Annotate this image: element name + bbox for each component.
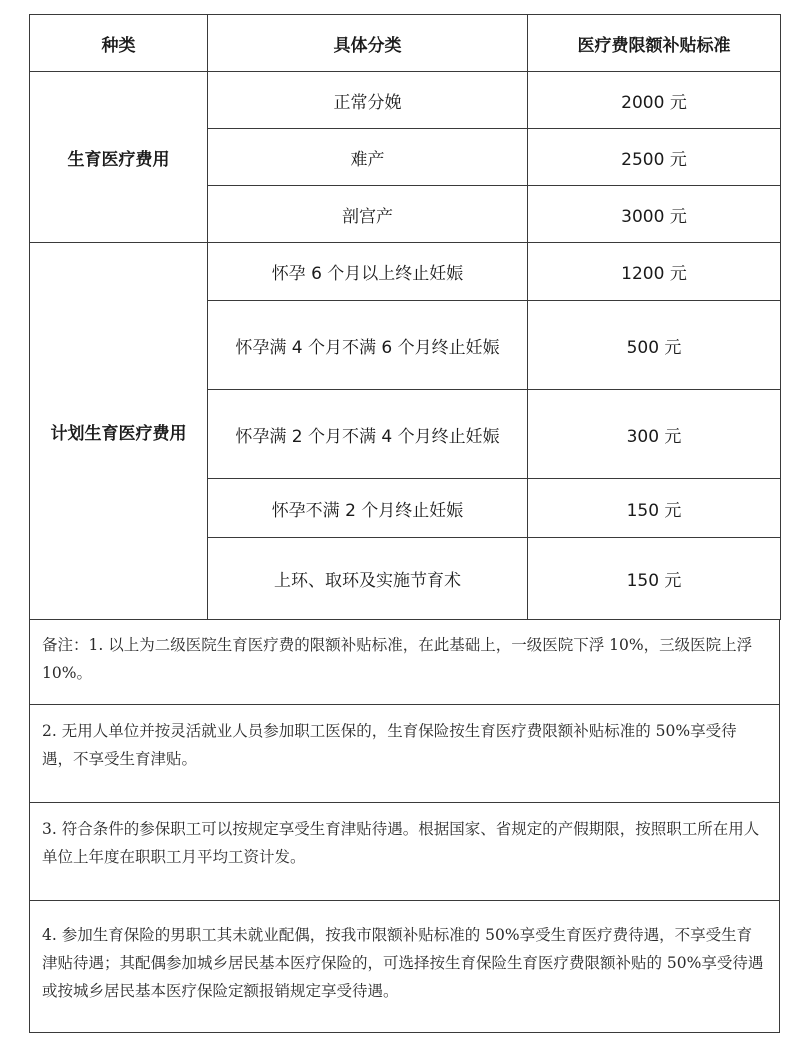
- header-subcategory: 具体分类: [208, 15, 528, 72]
- note-4: [29, 901, 780, 1033]
- table-row: [30, 243, 781, 301]
- category-cell: 生育医疗费用: [30, 72, 208, 243]
- note-1: [29, 619, 780, 705]
- amount-cell: 500 元: [528, 301, 781, 390]
- note-text: 2. 无用人单位并按灵活就业人员参加职工医保的，生育保险按生育医疗费限额补贴标准的 50%享受待遇，不享受生育津贴。: [42, 722, 737, 768]
- amount-cell: 300 元: [528, 390, 781, 479]
- type-cell: 怀孕满 2 个月不满 4 个月终止妊娠: [208, 390, 528, 479]
- type-cell: 怀孕 6 个月以上终止妊娠: [208, 243, 528, 301]
- note-3: [29, 803, 780, 901]
- amount-cell: 2500 元: [528, 129, 781, 186]
- amount-cell: 1200 元: [528, 243, 781, 301]
- type-cell: 正常分娩: [208, 72, 528, 129]
- table-row: [30, 72, 781, 129]
- header-category: 种类: [30, 15, 208, 72]
- amount-cell: 3000 元: [528, 186, 781, 243]
- type-cell: 剖宫产: [208, 186, 528, 243]
- type-cell: 怀孕不满 2 个月终止妊娠: [208, 479, 528, 538]
- note-2: [29, 705, 780, 803]
- type-cell: 怀孕满 4 个月不满 6 个月终止妊娠: [208, 301, 528, 390]
- category-cell: 计划生育医疗费用: [30, 243, 208, 620]
- table-header-row: [30, 15, 781, 72]
- note-text: 4. 参加生育保险的男职工其未就业配偶，按我市限额补贴标准的 50%享受生育医疗费待遇，不享受生育津贴待遇；其配偶参加城乡居民基本医疗保险的，可选择按生育保险生育医疗费限额补贴的 50%享受待遇或按城乡居民基本医疗保险定额报销规定享受待遇。: [42, 926, 764, 1000]
- type-cell: 难产: [208, 129, 528, 186]
- amount-cell: 150 元: [528, 538, 781, 620]
- amount-cell: 150 元: [528, 479, 781, 538]
- subsidy-table: [29, 14, 781, 620]
- notes-section: [29, 619, 780, 1033]
- note-text: 3. 符合条件的参保职工可以按规定享受生育津贴待遇。根据国家、省规定的产假期限，按照职工所在用人单位上年度在职职工月平均工资计发。: [42, 820, 760, 866]
- type-cell: 上环、取环及实施节育术: [208, 538, 528, 620]
- amount-cell: 2000 元: [528, 72, 781, 129]
- note-text: 备注：1. 以上为二级医院生育医疗费的限额补贴标准，在此基础上，一级医院下浮 10%，三级医院上浮 10%。: [42, 636, 753, 682]
- header-standard: 医疗费限额补贴标准: [528, 15, 781, 72]
